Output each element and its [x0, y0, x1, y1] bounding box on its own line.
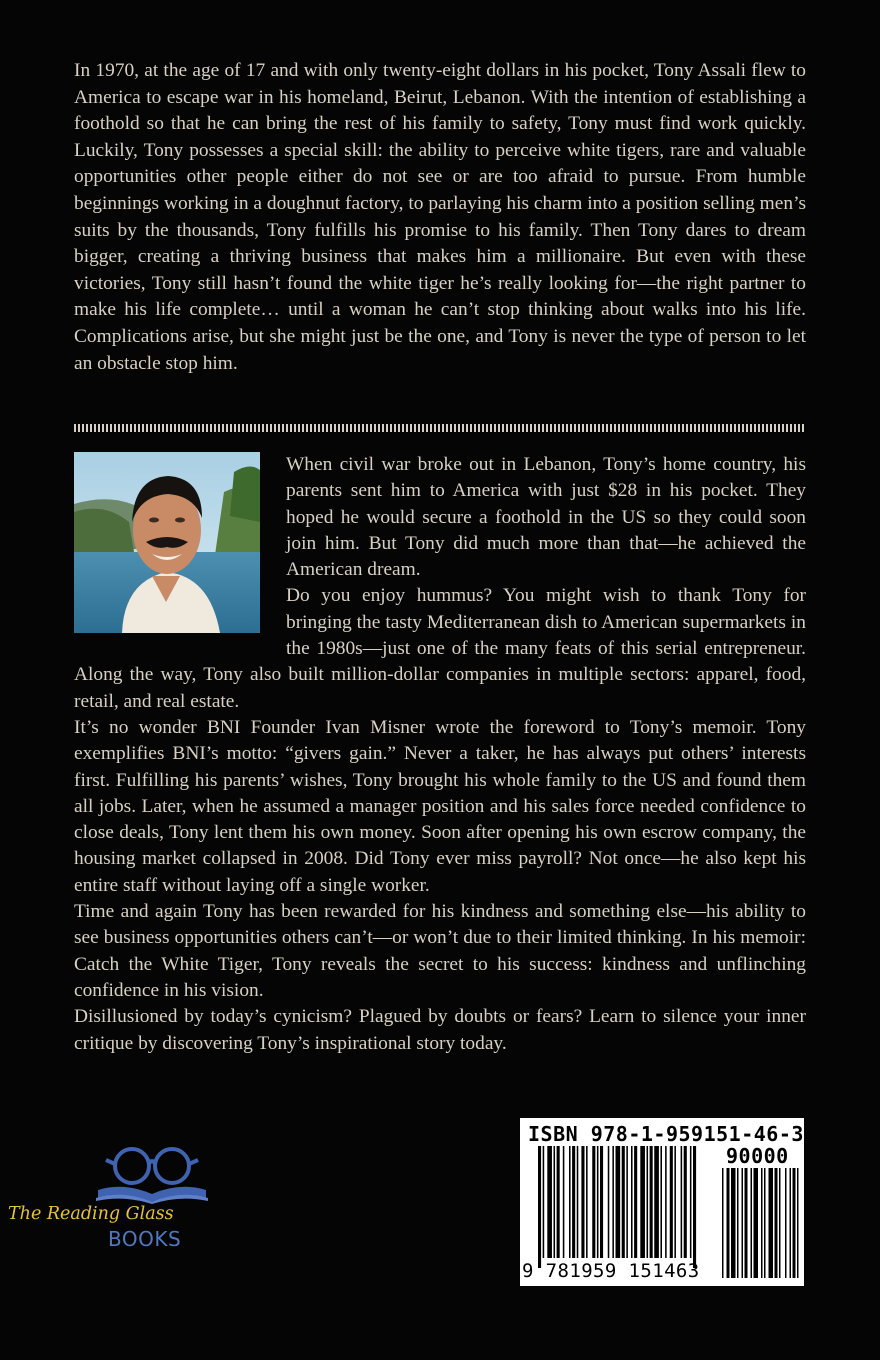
barcode-addon-bar [793, 1168, 796, 1278]
barcode-bar [616, 1146, 621, 1258]
barcode-bar [577, 1146, 579, 1258]
barcode-bar [592, 1146, 595, 1258]
author-bio [74, 452, 806, 1057]
barcode-addon-bar [785, 1168, 787, 1278]
barcode-bar [597, 1146, 599, 1258]
barcode-addon-bar [737, 1168, 739, 1278]
publisher-books: BOOKS [108, 1227, 182, 1251]
synopsis-text: In 1970, at the age of 17 and with only twenty-eight dollars in his pocket, Tony Assali flew to America to escape war in his homeland, Beirut, Lebanon. With the intention of establishing a foothold so that he can bring the rest of his family to safety, Tony must find work quickly. Luckily, Tony possesses a special skill: the ability to perceive white tigers, rare and valuable opportunities other people either do not see or are too afraid to pursue. From humble beginnings working in a doughnut factory, to parlaying his charm into a position selling men’s suits by the thousands, Tony fulfills his promise to his family. Then Tony dares to dream bigger, creating a thriving business that makes him a millionaire. But even with these victories, Tony still hasn’t found the white tiger he’s really looking for—the right partner to make his life complete… until a woman he can’t stop thinking about walks into his life. Complications arise, but she might just be the one, and Tony is never the type of person to let an obstacle stop him. [74, 60, 806, 374]
barcode-addon-bar [790, 1168, 792, 1278]
barcode-bar [608, 1146, 610, 1258]
barcode-addon-bar [779, 1168, 781, 1278]
barcode-bar [622, 1146, 625, 1258]
bio-paragraph: When civil war broke out in Lebanon, Tony’s home country, his parents sent him to America with just $28 in his pocket. They hoped he would secure a foothold in the US so they could soon join him. But Tony did much more than that—he achieved the American dream. [286, 454, 806, 581]
barcode-addon-bar [769, 1168, 774, 1278]
barcode-bar [586, 1146, 588, 1258]
dotted-divider [74, 424, 806, 432]
barcode-bar [674, 1146, 676, 1258]
barcode-box [520, 1118, 804, 1286]
barcode-bar [572, 1146, 575, 1258]
barcode-bar [538, 1146, 541, 1268]
barcode-bar [670, 1146, 673, 1258]
isbn-label: ISBN 978-1-959151-46-3 [528, 1122, 804, 1146]
bio-paragraph: Disillusioned by today’s cynicism? Plagued by doubts or fears? Learn to silence your inner critique by discovering Tony’s inspirational story today. [74, 1006, 806, 1054]
barcode-bar [654, 1146, 659, 1258]
barcode-bar [693, 1146, 696, 1268]
barcode-addon-bar [754, 1168, 759, 1278]
barcode-bar [626, 1146, 628, 1258]
barcode-bar [631, 1146, 633, 1258]
bio-paragraph: Time and again Tony has been rewarded for his kindness and something else—his ability to see business opportunities others can’t—or won’t due to their limited thinking. In his memoir: Catch the White Tiger, Tony reveals the secret to his success: kindness and unflinching confidence in his vision. [74, 901, 806, 1001]
bio-paragraph: It’s no wonder BNI Founder Ivan Misner wrote the foreword to Tony’s memoir. Tony exemplifies BNI’s motto: “givers gain.” Never a taker, he has always put others’ interests first. Fulfilling his parents’ wishes, Tony brought his whole family to the US and found them all jobs. Later, when he assumed a manager position and his sales force needed confidence to close deals, Tony lent them his own money. Soon after opening his own escrow company, the housing market collapsed in 2008. Did Tony ever miss payroll? Not once—he also kept his entire staff without laying off a single worker. [74, 716, 806, 896]
barcode-addon-bar [745, 1168, 748, 1278]
barcode-bar [690, 1146, 692, 1258]
barcode-bar [554, 1146, 556, 1258]
barcode-bar [660, 1146, 662, 1258]
barcode-bar [684, 1146, 687, 1258]
publisher-name: The Reading Glass [8, 1204, 174, 1224]
barcode-bar [557, 1146, 560, 1258]
barcode-addon-bar [751, 1168, 753, 1278]
barcode-addon-bar [722, 1168, 724, 1278]
barcode-addon-bar [775, 1168, 778, 1278]
barcode-bar [650, 1146, 653, 1258]
barcode-addon-bar [731, 1168, 736, 1278]
barcode-bar [543, 1146, 545, 1258]
barcode-bar [665, 1146, 667, 1258]
barcode-bar [563, 1146, 565, 1258]
bio-paragraph: Do you enjoy hummus? You might wish to thank Tony for bringing the tasty Mediterranean dish to American supermarkets in the 1980s—just one of the many feats of this serial entrepreneur. Along the way, Tony also built million-dollar companies in multiple sectors: apparel, food, retail, and real estate. [74, 585, 806, 712]
barcode-bar [640, 1146, 645, 1258]
barcode-addon-bar [761, 1168, 763, 1278]
barcode-bar [547, 1146, 552, 1258]
price-code: 90000 [726, 1144, 789, 1168]
barcode-digits: 9 781959 151463 [522, 1260, 700, 1282]
barcode-addon-bar [727, 1168, 730, 1278]
barcode-bar [681, 1146, 683, 1258]
barcode-bar [600, 1146, 603, 1258]
barcode-addon-bar [764, 1168, 766, 1278]
barcode-bar [581, 1146, 584, 1258]
barcode-bar [634, 1146, 637, 1258]
barcode-bar [647, 1146, 649, 1258]
author-photo [74, 452, 260, 633]
barcode-bar [612, 1146, 614, 1258]
barcode-addon-bar [742, 1168, 744, 1278]
barcode-addon-bar [797, 1168, 799, 1278]
barcode-bar [569, 1146, 571, 1258]
